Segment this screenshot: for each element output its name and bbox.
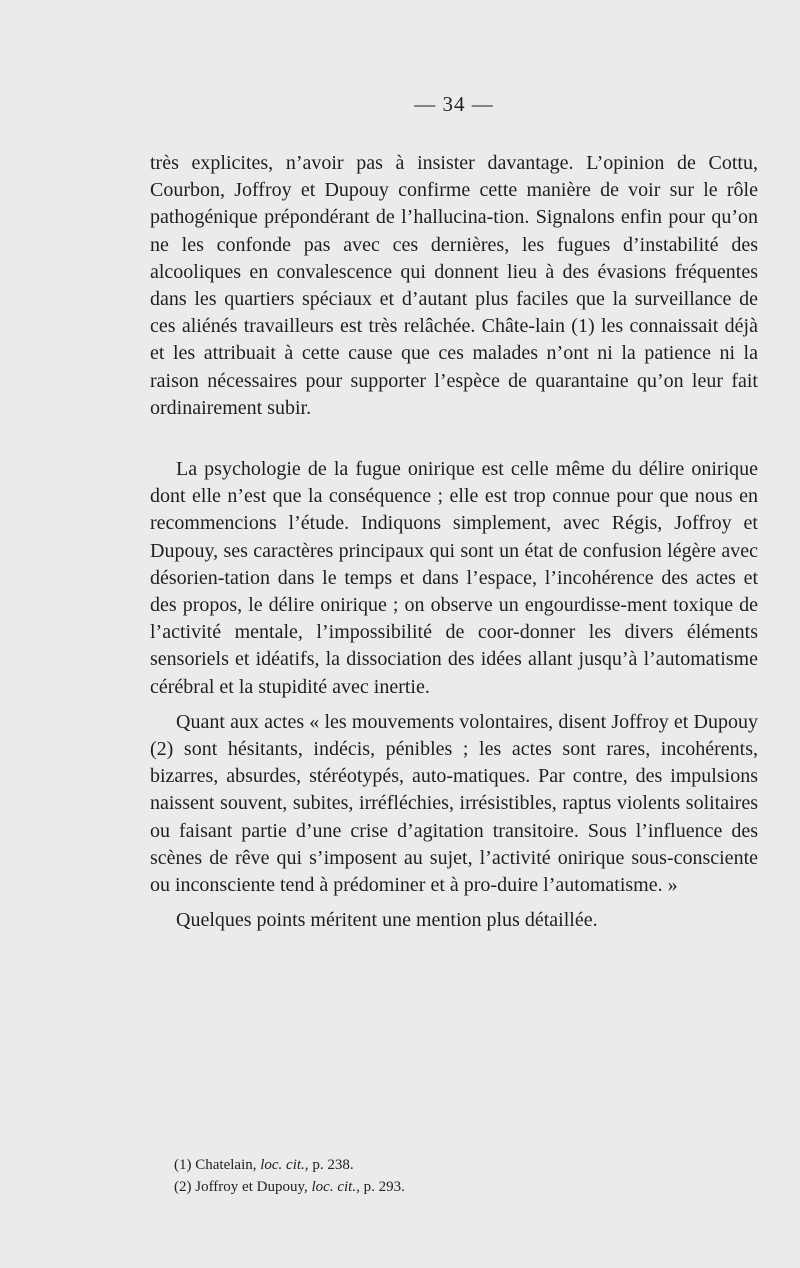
footnote-reference: loc. cit., <box>260 1157 309 1173</box>
footnote-2 <box>174 1176 734 1198</box>
footnote-page: p. 293. <box>363 1179 405 1195</box>
footnote-author: Chatelain, <box>195 1157 257 1173</box>
footnote-page: p. 238. <box>312 1157 354 1173</box>
paragraph-4: Quelques points méritent une mention plus détaillée. <box>176 909 598 932</box>
footnote-author: Joffroy et Dupouy, <box>195 1179 308 1195</box>
paragraph-1: très explicites, n’avoir pas à insister davantage. L’opinion de Cottu, Courbon, Joffroy et Dupouy confirme cette manière de voir sur le rôle pathogénique prépondérant de l’hallucina-tion. Signalons enfin pour qu’on ne les confonde pas avec ces dernières, les fugues d’instabilité des alcooliques en convalescence qui donnent lieu à des évasions fréquentes dans les quartiers spéciaux et d’autant plus faciles que la surveillance de ces aliénés travailleurs est très relâchée. Châte-lain (1) les connaissait déjà et les attribuait à cette cause que ces malades n’ont ni la patience ni la raison nécessaires pour supporter l’espèce de quarantaine qu’on leur fait ordinairement subir. <box>150 152 758 419</box>
footnotes <box>174 1154 734 1198</box>
paragraph-3: Quant aux actes « les mouvements volontaires, disent Joffroy et Dupouy (2) sont hésitants, indécis, pénibles ; les actes sont rares, incohérents, bizarres, absurdes, stéréotypés, auto-matiques. Par contre, des impulsions naissent souvent, subites, irréfléchies, irrésistibles, raptus violents solitaires ou faisant partie d’une crise d’agitation transitoire. Sous l’influence des scènes de rêve qui s’imposent au sujet, l’activité onirique sous-consciente ou inconsciente tend à prédominer et à pro-duire l’automatisme. » <box>150 710 758 897</box>
footnote-1 <box>174 1154 734 1176</box>
footnote-marker: (2) <box>174 1179 192 1195</box>
page-number: — 34 — <box>414 92 494 116</box>
footnote-reference: loc. cit., <box>311 1179 360 1195</box>
body-text <box>150 150 758 934</box>
footnote-marker: (1) <box>174 1157 192 1173</box>
paragraph-2: La psychologie de la fugue onirique est celle même du délire onirique dont elle n’est que la conséquence ; elle est trop connue pour que nous en recommencions l’étude. Indiquons simplement, avec Régis, Joffroy et Dupouy, ses caractères principaux qui sont un état de confusion légère avec désorien-tation dans le temps et dans l’espace, l’incohérence des actes et des propos, le délire onirique ; on observe un engourdisse-ment toxique de l’activité mentale, l’impossibilité de coor-donner les divers éléments sensoriels et idéatifs, la dissociation des idées allant jusqu’à l’automatisme cérébral et la stupidité avec inertie. <box>150 458 758 698</box>
